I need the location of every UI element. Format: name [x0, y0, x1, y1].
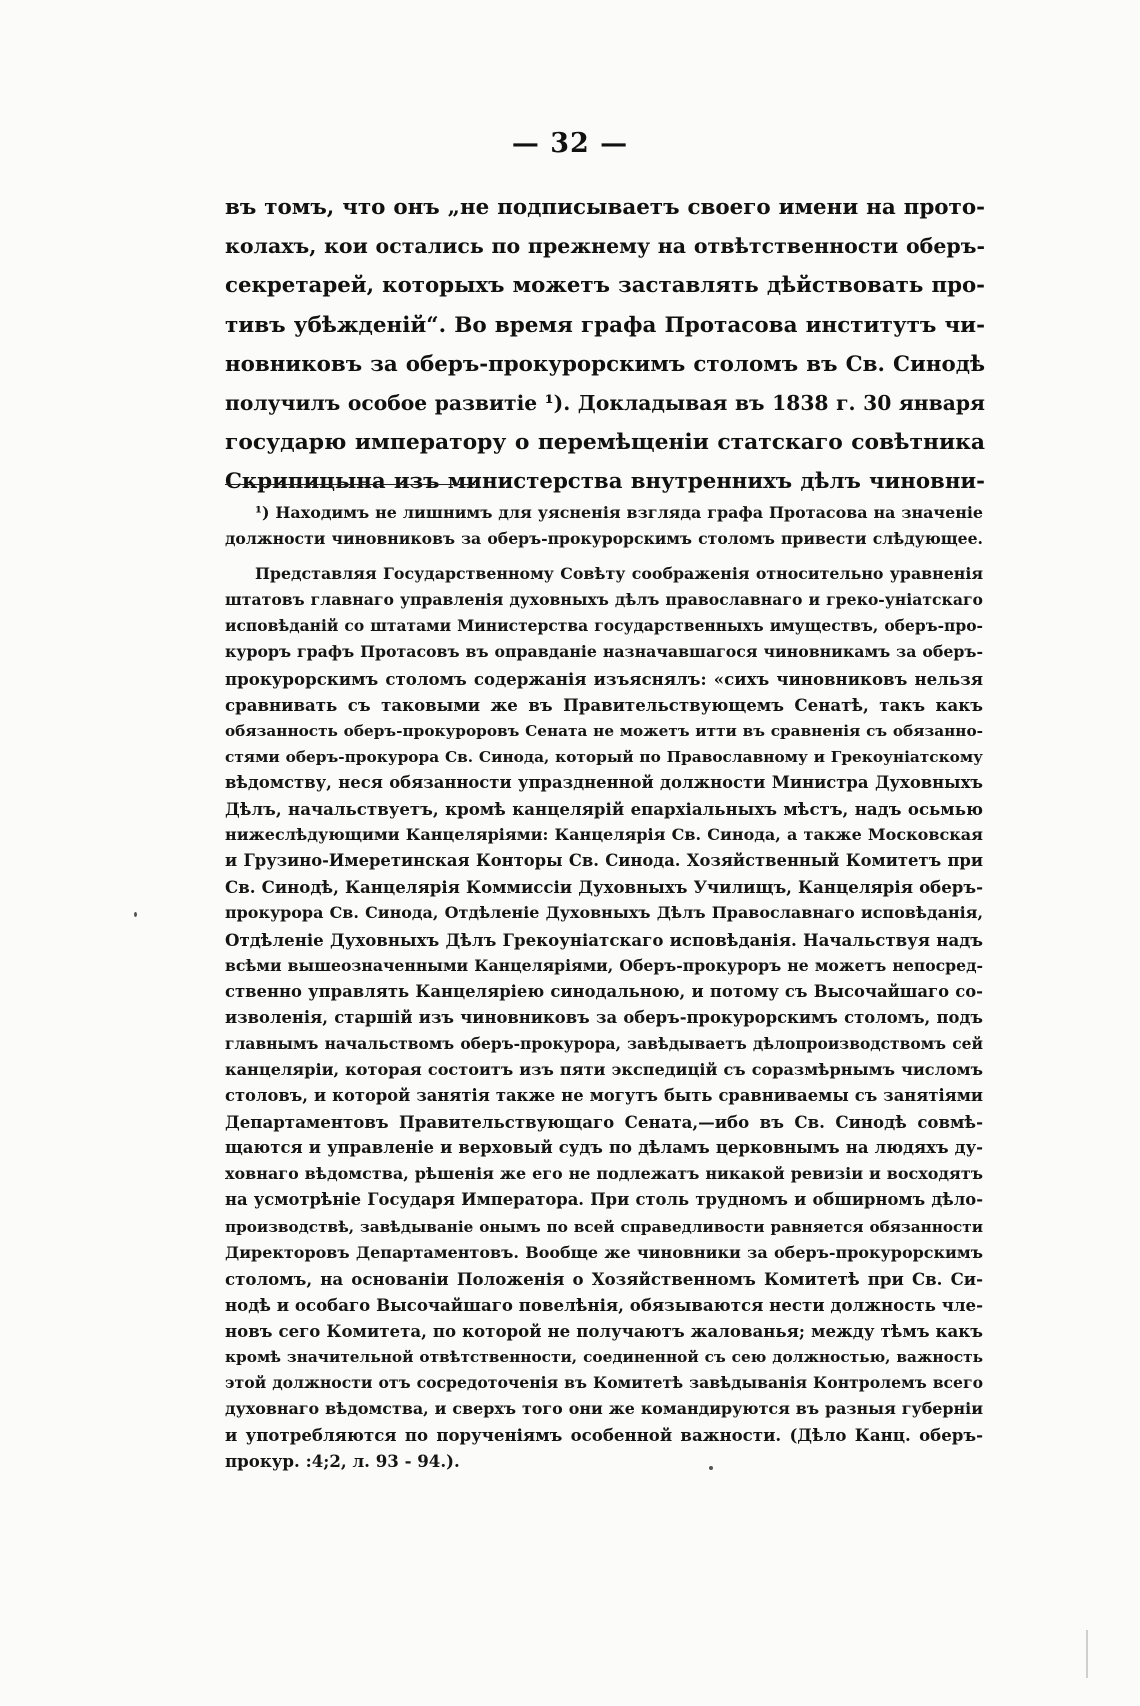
footnote-body-line: изволенія, старшій изъ чиновниковъ за оберъ-прокурорскимъ столомъ, подъ [225, 1007, 983, 1027]
main-text-line: секретарей, которыхъ можетъ заставлять дѣйствовать про- [225, 273, 985, 299]
footnote-body-line: всѣми вышеозначенными Канцеляріями, Оберъ-прокуроръ не можетъ непосред- [225, 955, 983, 975]
footnote-body-line: нижеслѣдующими Канцеляріями: Канцелярія Св. Синода, а также Московская [225, 825, 983, 845]
footnote-body-line: прокурора Св. Синода, Отдѣленіе Духовныхъ Дѣлъ Православнаго исповѣданія, [225, 903, 983, 923]
scan-edge-mark [1086, 1630, 1088, 1678]
footnote-body-line: кромѣ значительной отвѣтственности, соединенной съ сею должностью, важность [225, 1348, 983, 1366]
footnote-body-line: канцеляріи, которая состоитъ изъ пяти экспедицій съ соразмѣрнымъ числомъ [225, 1059, 983, 1079]
footnote-body-line: и употребляются по порученіямъ особенной важности. (Дѣло Канц. оберъ- [225, 1425, 983, 1446]
footnote-body-line: на усмотрѣніе Государя Императора. При столь трудномъ и обширномъ дѣло- [225, 1190, 983, 1210]
main-text-line: получилъ особое развитіе ¹). Докладывая въ 1838 г. 30 января [225, 391, 985, 416]
footnote-body-line: столомъ, на основаніи Положенія о Хозяйственномъ Комитетѣ при Св. Си- [225, 1268, 983, 1289]
footnote-body-line: Представляя Государственному Совѣту соображенія относительно уравненія [255, 564, 983, 584]
footnote-body-line: обязанность оберъ-прокуроровъ Сената не можетъ итти въ сравненія съ обязанно- [225, 721, 983, 740]
footnote-block [225, 500, 983, 1474]
footnote-separator-rule [225, 484, 475, 485]
footnote-body-line: столовъ, и которой занятія также не могутъ быть сравниваемы съ занятіями [225, 1086, 983, 1106]
footnote-body-line: прокур. :4;2, л. 93 - 94.). [225, 1451, 460, 1472]
footnote-body-line: Директоровъ Департаментовъ. Вообще же чиновники за оберъ-прокурорскимъ [225, 1242, 983, 1262]
footnote-intro-paragraph [225, 500, 983, 552]
footnote-body-line: куроръ графъ Протасовъ въ оправданіе назначавшагося чиновникамъ за оберъ- [225, 642, 983, 662]
main-text-line: новниковъ за оберъ-прокурорскимъ столомъ въ Св. Синодѣ [225, 351, 985, 377]
footnote-body-paragraph [225, 561, 983, 1474]
main-text-line: въ томъ, что онъ „не подписываетъ своего имени на прото- [225, 195, 985, 220]
footnote-body-line: Отдѣленіе Духовныхъ Дѣлъ Грекоуніатскаго исповѣданія. Начальствуя надъ [225, 929, 983, 950]
footnote-body-line: исповѣданій со штатами Министерства государственныхъ имуществъ, оберъ-про- [225, 616, 983, 636]
footnote-body-line: вѣдомству, неся обязанности упраздненной должности Министра Духовныхъ [225, 772, 983, 792]
main-body-text [225, 188, 985, 502]
footnote-body-line: щаются и управленіе и верховый судъ по дѣламъ церковнымъ на людяхъ ду- [225, 1138, 983, 1158]
print-speck [709, 1466, 713, 1470]
footnote-body-line: нодѣ и особаго Высочайшаго повелѣнія, обязываются нести должность чле- [225, 1294, 983, 1315]
main-text-line: Скрипицына изъ министерства внутреннихъ дѣлъ чиновни- [225, 469, 985, 495]
footnote-body-line: прокурорскимъ столомъ содержанія изъяснялъ: «сихъ чиновниковъ нельзя [225, 668, 983, 689]
footnote-body-line: Св. Синодѣ, Канцелярія Коммиссіи Духовныхъ Училищъ, Канцелярія оберъ- [225, 877, 983, 898]
print-speck [134, 912, 137, 917]
main-text-line: государю императору о перемѣщеніи статскаго совѣтника [225, 430, 985, 456]
footnote-body-line: ственно управлять Канцеляріею синодальною, и потому съ Высочайшаго со- [225, 981, 983, 1001]
page-number: — 32 — [511, 128, 629, 159]
footnote-body-line: Дѣлъ, начальствуетъ, кромѣ канцелярій епархіальныхъ мѣстъ, надъ осьмью [225, 799, 983, 820]
footnote-body-line: штатовъ главнаго управленія духовныхъ дѣлъ православнаго и греко-уніатскаго [225, 590, 983, 610]
footnote-body-line: этой должности отъ сосредоточенія въ Комитетѣ завѣдыванія Контролемъ всего [225, 1373, 983, 1393]
footnote-body-line: новъ сего Комитета, по которой не получаютъ жалованья; между тѣмъ какъ [225, 1320, 983, 1341]
footnote-body-line: духовнаго вѣдомства, и сверхъ того они же командируются въ разныя губерніи [225, 1399, 983, 1419]
footnote-body-line: сравнивать съ таковыми же въ Правительствующемъ Сенатѣ, такъ какъ [225, 694, 983, 715]
footnote-body-line: Департаментовъ Правительствующаго Сената,—ибо въ Св. Синодѣ совмѣ- [225, 1112, 983, 1133]
footnote-body-line: ховнаго вѣдомства, рѣшенія же его не подлежатъ никакой ревизіи и восходятъ [225, 1164, 983, 1184]
main-text-line: колахъ, кои остались по прежнему на отвѣтственности оберъ- [225, 234, 985, 259]
footnote-intro-line: ¹) Находимъ не лишнимъ для уясненія взгляда графа Протасова на значеніе [255, 503, 983, 522]
footnote-body-line: производствѣ, завѣдываніе онымъ по всей справедливости равняется обязанности [225, 1217, 983, 1236]
main-text-line: тивъ убѣжденій“. Во время графа Протасова институтъ чи- [225, 312, 985, 338]
footnote-body-line: главнымъ начальствомъ оберъ-прокурора, завѣдываетъ дѣлопроизводствомъ сей [225, 1033, 983, 1053]
footnote-intro-line: должности чиновниковъ за оберъ-прокурорскимъ столомъ привести слѣдующее. [225, 529, 983, 549]
footnote-body-line: и Грузино-Имеретинская Конторы Св. Синода. Хозяйственный Комитетъ при [225, 851, 983, 871]
footnote-body-line: стями оберъ-прокурора Св. Синода, который по Православному и Грекоуніатскому [225, 747, 983, 766]
